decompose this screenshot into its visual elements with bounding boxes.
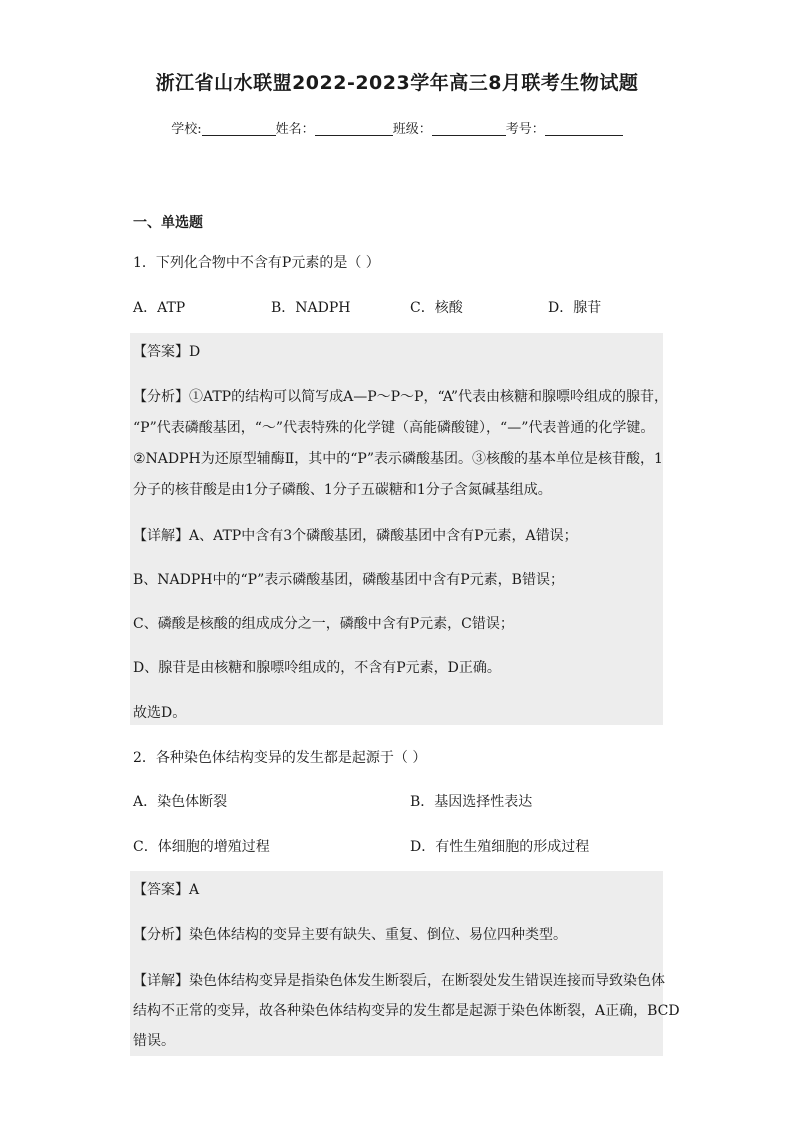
q2-option-b: B．基因选择性表达: [410, 794, 533, 810]
student-info-line: [0, 118, 794, 137]
q1-solution-box: [130, 333, 669, 725]
class-blank: [432, 121, 506, 136]
section-title: 一、单选题: [133, 215, 203, 231]
q1-analysis-line: ②NADPH为还原型辅酶Ⅱ，其中的“P”表示磷酸基团。③核酸的基本单位是核苷酸，1: [133, 451, 663, 467]
q1-detail-line: B、NADPH中的“P”表示磷酸基团，磷酸基团中含有P元素，B错误；: [133, 572, 564, 588]
q2-solution-box: [130, 871, 680, 1056]
q1-detail-line: D、腺苷是由核糖和腺嘌呤组成的，不含有P元素，D正确。: [133, 660, 501, 676]
page-title: 浙江省山水联盟2022-2023学年高三8月联考生物试题: [155, 72, 639, 94]
number-label: 考号：: [505, 122, 545, 137]
q2-option-c: C．体细胞的增殖过程: [133, 839, 270, 855]
q1-detail-line: C、磷酸是核酸的组成成分之一，磷酸中含有P元素，C错误；: [133, 616, 514, 632]
q1-option-c: C．核酸: [410, 300, 463, 316]
q2-option-d: D．有性生殖细胞的形成过程: [410, 839, 590, 855]
q1-analysis-line: “P”代表磷酸基团，“～”代表特殊的化学键（高能磷酸键），“—”代表普通的化学键。: [133, 420, 655, 436]
q1-answer: 【答案】D: [133, 344, 201, 360]
school-label: 学校:: [171, 122, 202, 137]
q1-analysis-line: 分子的核苷酸是由1分子磷酸、1分子五碳糖和1分子含氮碱基组成。: [133, 482, 552, 498]
q1-analysis-line: 【分析】①ATP的结构可以简写成A—P～P～P，“A”代表由核糖和腺嘌呤组成的腺苷，: [133, 389, 669, 405]
q1-option-d: D．腺苷: [548, 300, 602, 316]
q2-detail-line: 错误。: [133, 1033, 175, 1049]
class-label: 班级：: [392, 122, 432, 137]
name-label: 姓名：: [275, 122, 315, 137]
q2-detail-line: 【详解】染色体结构变异是指染色体发生断裂后，在断裂处发生错误连接而导致染色体: [133, 973, 665, 989]
q2-detail-line: 结构不正常的变异，故各种染色体结构变异的发生都是起源于染色体断裂，A正确，BCD: [133, 1003, 680, 1019]
q1-option-a: A．ATP: [133, 300, 186, 316]
name-blank: [315, 121, 393, 136]
q2-analysis: 【分析】染色体结构的变异主要有缺失、重复、倒位、易位四种类型。: [133, 927, 567, 943]
number-blank: [545, 121, 623, 136]
q1-stem: 1．下列化合物中不含有P元素的是（ ）: [133, 255, 380, 271]
q1-option-b: B．NADPH: [271, 300, 351, 316]
q2-answer: 【答案】A: [133, 882, 200, 898]
q2-stem: 2．各种染色体结构变异的发生都是起源于（ ）: [133, 750, 427, 766]
q1-detail-line: 故选D。: [133, 705, 187, 721]
school-blank: [202, 121, 276, 136]
q2-option-a: A．染色体断裂: [133, 794, 228, 810]
q1-detail-line: 【详解】A、ATP中含有3个磷酸基团，磷酸基团中含有P元素，A错误；: [133, 528, 578, 544]
